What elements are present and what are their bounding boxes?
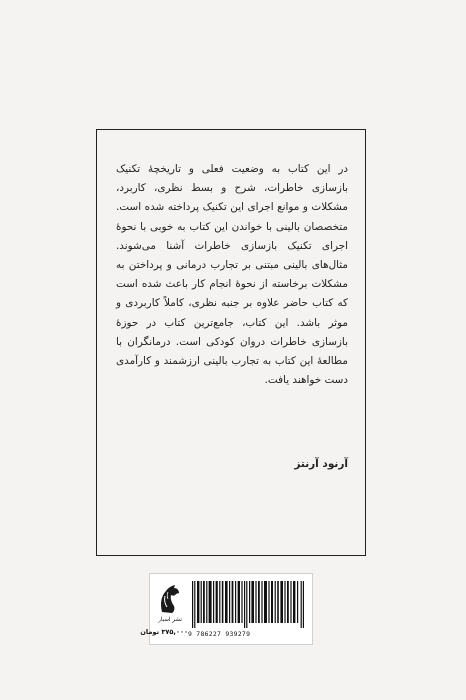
price-label: ۳۷۵,۰۰۰ تومان (140, 628, 188, 636)
horse-logo-icon (156, 582, 182, 614)
back-cover-blurb (116, 160, 348, 390)
blurb-paragraph: در این کتاب به وضعیت فعلی و تاریخچۀ تکنیک بازسازی خاطرات، شرح و بسط نظری، کاربرد، مشکلات و موانع اجرای این تکنیک پرداخته شده است. متخصصان بالینی با خواندن این کتاب به خوبی با نحوۀ اجرای تکنیک بازسازی خاطرات آشنا می‌شوند. مثال‌های بالینی مبتنی بر تجارب درمانی و پرداختن به مشکلات برخاسته از نحوۀ انجام کار باعث شده است که کتاب حاضر علاوه بر جنبه نظری، کاملاً کاربردی و موثر باشد. این کتاب، جامع‌ترین کتاب در حوزۀ بازسازی خاطرات دروان کودکی است. درمانگران با مطالعۀ این کتاب به تجارب بالینی ارزشمند و کارآمدی دست خواهند یافت. (116, 163, 348, 387)
publisher-label: نشر اسبار (158, 617, 182, 623)
barcode-panel (140, 573, 313, 645)
isbn-digits: 9 786227 939279 (188, 630, 251, 638)
barcode-graphic (190, 581, 308, 628)
author-name: آرنود آرنتز (294, 458, 348, 470)
